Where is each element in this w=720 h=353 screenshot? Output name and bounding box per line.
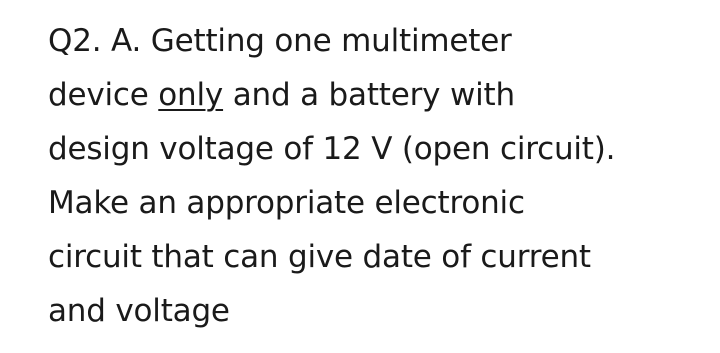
question-line-2 (48, 68, 713, 122)
emphasized-word-only: only (158, 77, 224, 113)
question-line-5: circuit that can give date of current (48, 239, 591, 275)
line-2-start: device (48, 77, 159, 113)
question-line-4: Make an appropriate electronic (48, 185, 525, 221)
line-2-end: and a battery with (223, 77, 515, 113)
question-text (48, 14, 713, 338)
question-line-6: and voltage (48, 293, 230, 329)
question-line-1: Q2. A. Getting one multimeter (48, 23, 512, 59)
question-line-3: design voltage of 12 V (open circuit). (48, 131, 616, 167)
